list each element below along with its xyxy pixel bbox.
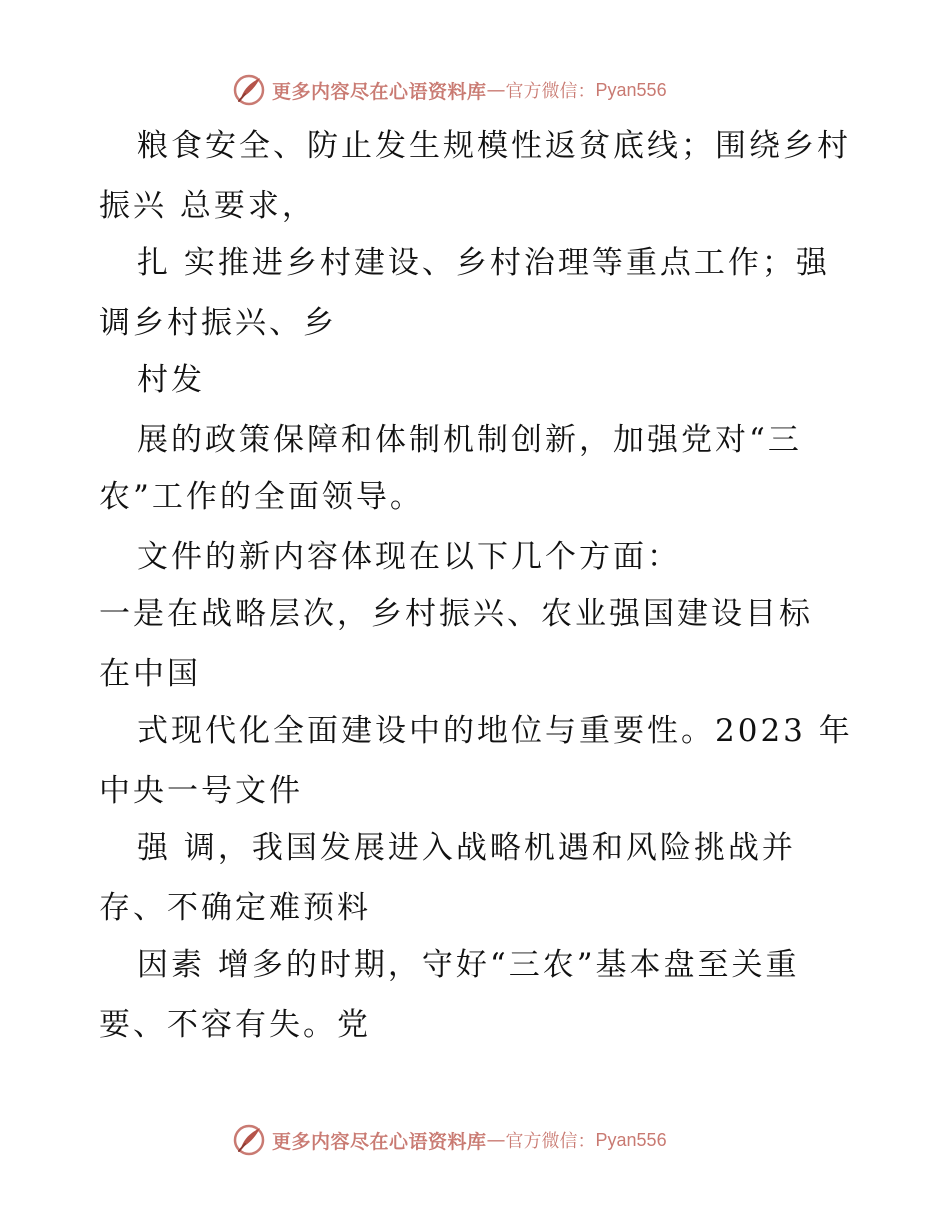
text-line: 中央一号文件 [99,773,303,809]
watermark-main-text: 更多内容尽在心语资料库 [272,80,487,103]
watermark-wechat-label: 官方微信： [505,81,596,102]
text-line: 一是在战略层次，乡村振兴、农业强国建设目标 [99,596,813,632]
watermark-wechat-label: 官方微信： [505,1131,596,1152]
feather-pen-icon [232,1123,266,1157]
watermark-dash: — [486,79,506,101]
text-line: 强 调，我国发展进入战略机遇和风险挑战并 [137,830,796,866]
text-line: 因素 增多的时期，守好“三农”基本盘至关重 [137,947,800,983]
text-line: 文件的新内容体现在以下几个方面： [137,539,681,575]
text-line: 振兴 总要求， [99,188,316,224]
header-watermark [232,70,667,110]
watermark-dash: — [486,1129,506,1151]
text-line: 粮食安全、防止发生规模性返贫底线；围绕乡村 [137,128,851,164]
feather-pen-icon [232,73,266,107]
watermark-wechat-id: Pyan556 [595,1129,667,1150]
text-line: 扎 实推进乡村建设、乡村治理等重点工作；强 [137,245,830,281]
text-line: 式现代化全面建设中的地位与重要性。2023 年 [137,713,853,749]
text-line: 要、不容有失。党 [99,1007,371,1043]
text-line: 存、不确定难预料 [99,890,371,926]
text-line: 展的政策保障和体制机制创新，加强党对“三 [137,422,802,458]
text-line: 农”工作的全面领导。 [99,479,424,515]
watermark-main-text: 更多内容尽在心语资料库 [272,1130,487,1153]
footer-watermark [232,1120,667,1160]
text-line: 在中国 [99,656,201,692]
watermark-wechat-id: Pyan556 [595,79,667,100]
text-line: 调乡村振兴、乡 [99,305,337,341]
text-line: 村发 [137,362,205,398]
